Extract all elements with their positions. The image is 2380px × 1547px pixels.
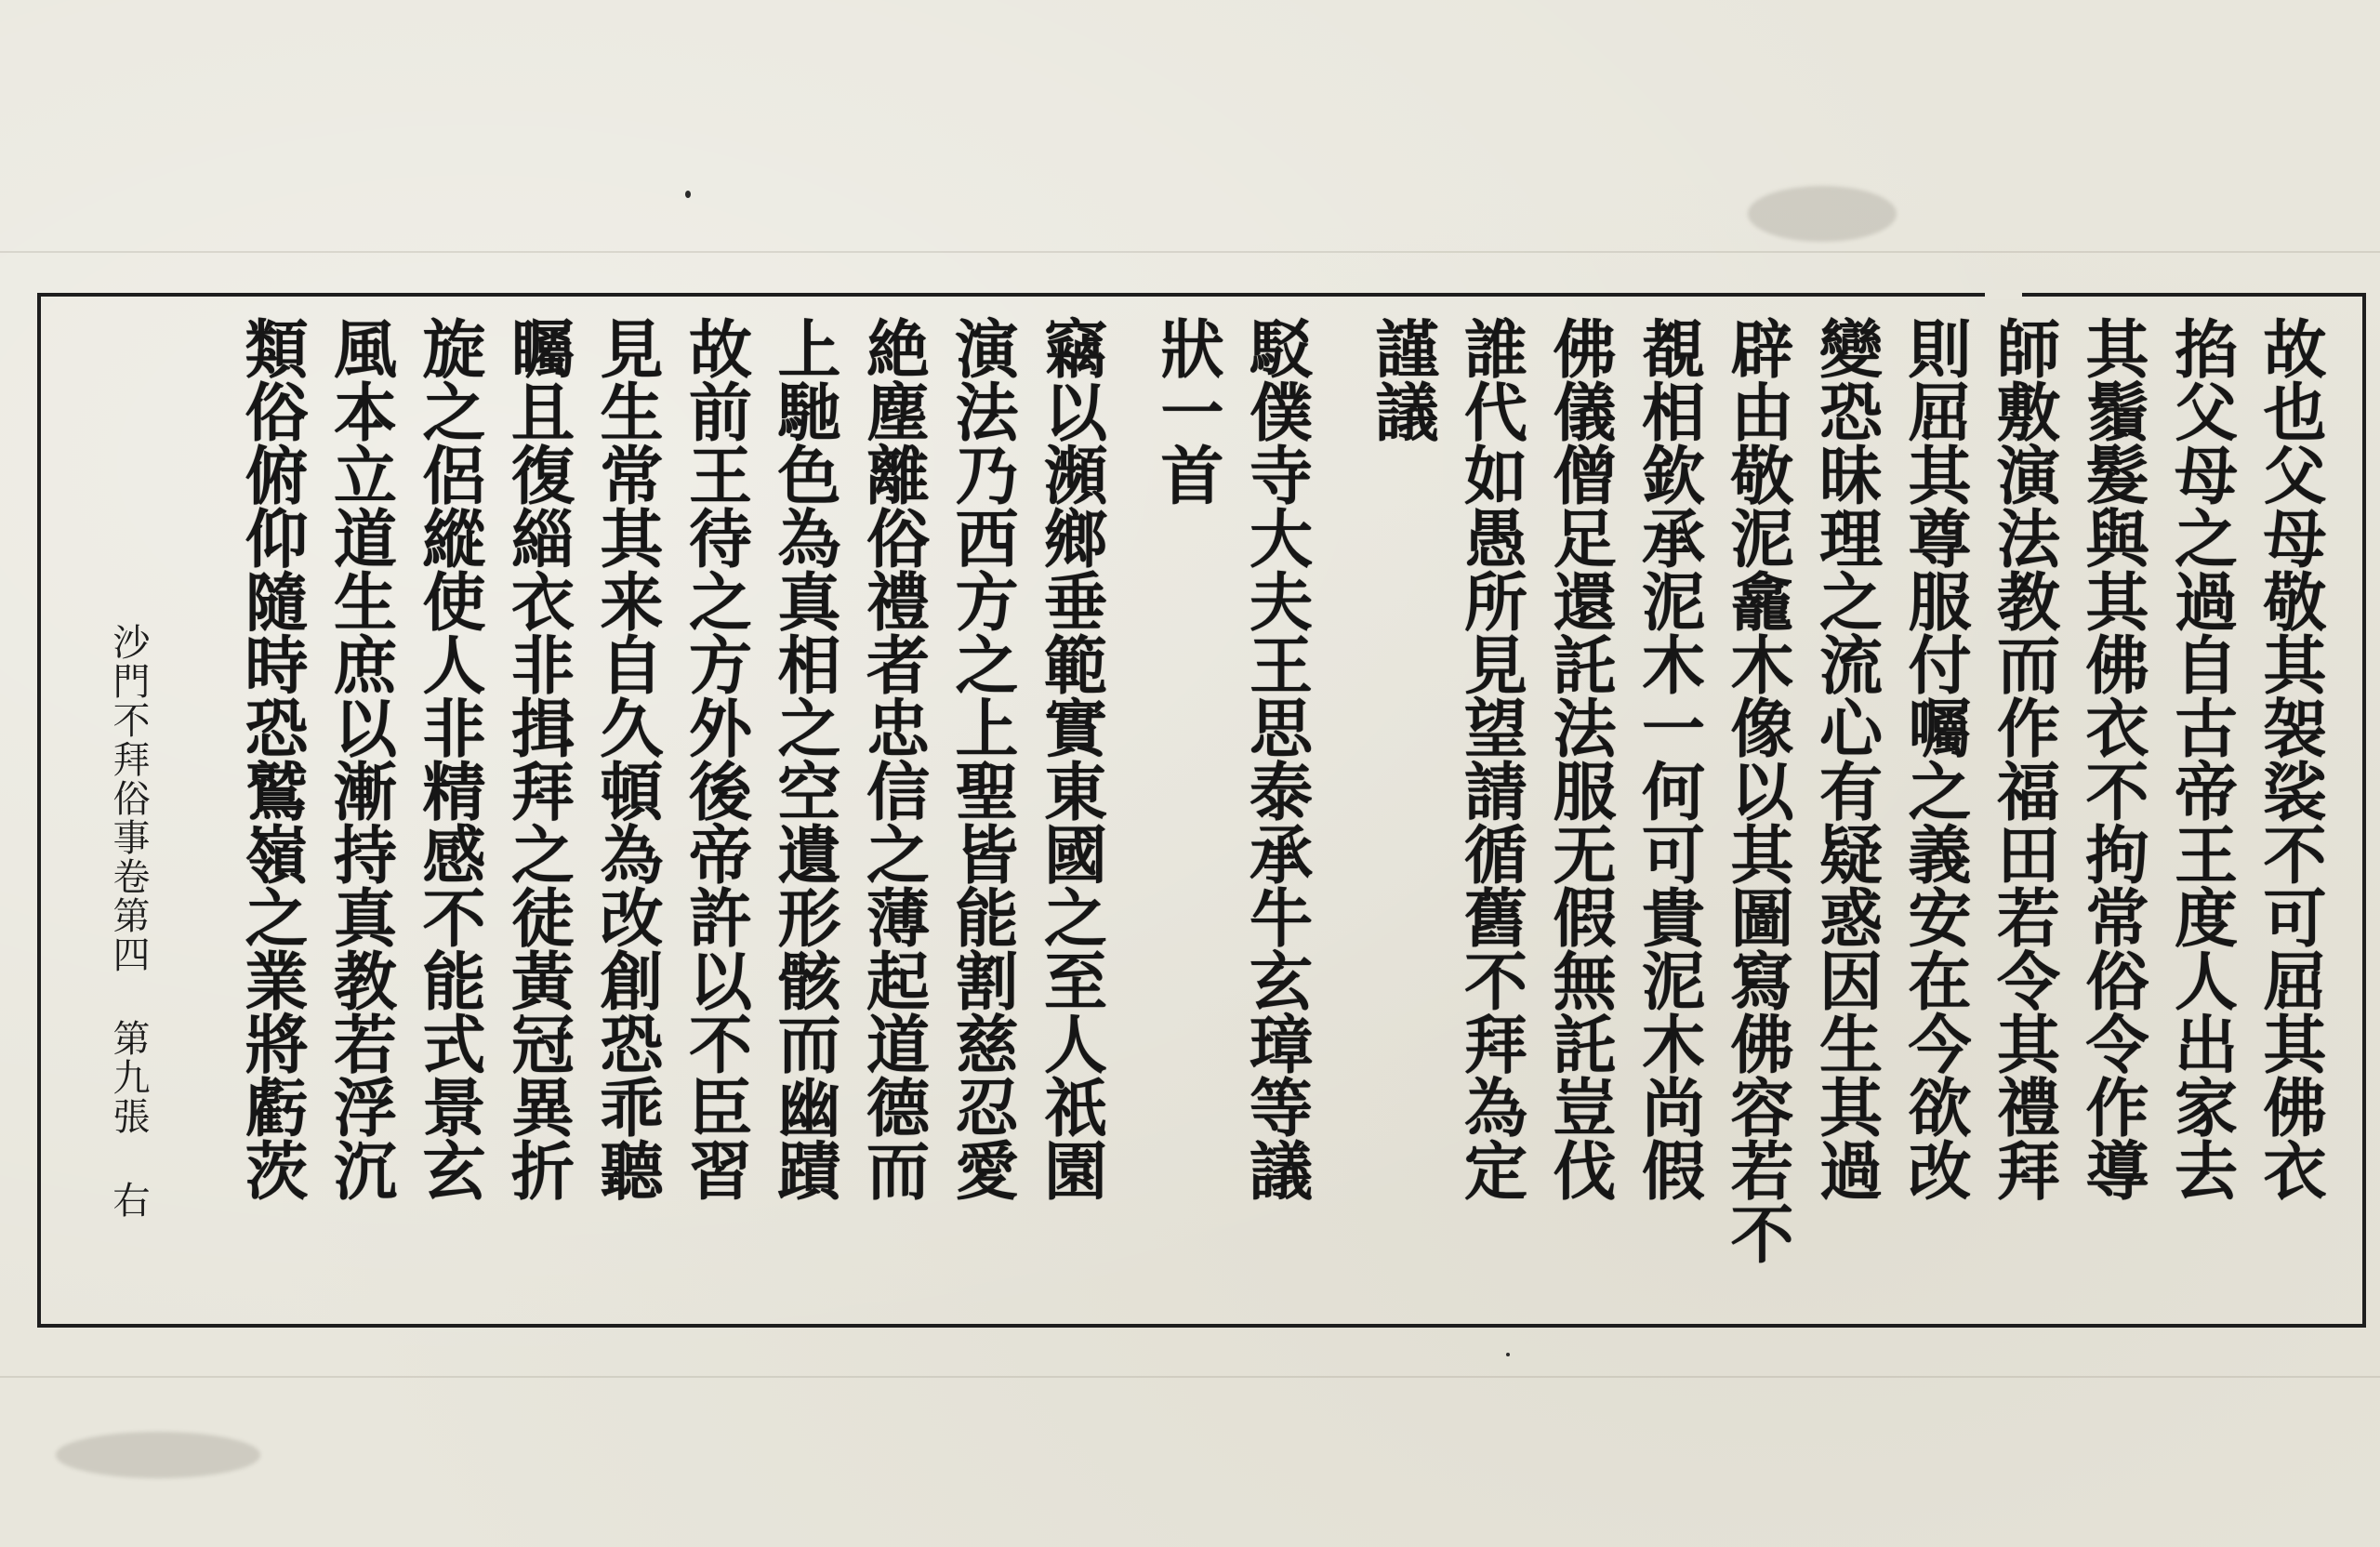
text-column: 故也父母敬其袈裟不可屈其佛衣 [2253,316,2327,1201]
text-column: 變恐昧理之流心有疑惑因生其過 [1808,316,1884,1201]
text-column: 誰代如愚所見望請循舊不拜為定 [1453,316,1528,1201]
text-column: 掐父母之過自古帝王度人出家去 [2163,316,2239,1201]
text-column: 見生常其来自久頓為改創恐乖聽 [589,316,664,1201]
text-column: 矚且復緇衣非揖拜之徒黃冠異折 [500,316,575,1201]
text-column: 覩相欽承泥木一何可貴泥木尚假 [1631,316,1706,1201]
text-column: 佛儀僧足還託法服无假無託豈伐 [1542,316,1617,1201]
blank-column [1320,296,1357,316]
text-column: 其鬚髮與其佛衣不拘常俗令作導 [2075,316,2149,1201]
text-columns [139,296,2334,1318]
text-column: 辟由敬泥龕木像以其圖寫佛容若不 [1720,316,1794,1264]
text-column: 演法乃西方之上聖皆能割慈忍愛 [945,316,1019,1201]
text-column: 則屈其尊服付囑之義安在今欲改 [1897,316,1972,1201]
block-colophon: 沙門不拜俗事卷第四 第九張 右 [107,623,150,1220]
paper-fold-line [0,251,2380,253]
paper-fold-line [0,1376,2380,1378]
text-column: 師敷演法教而作福田若令其禮拜 [1986,316,2061,1201]
memorial-title-column: 狀一首 [1150,316,1224,506]
paper-stain [56,1432,260,1478]
memorial-title-column: 駁僕寺大夫王思泰承牛玄璋等議 [1238,316,1314,1201]
ink-speck [685,191,691,198]
text-column: 謹議 [1365,316,1439,443]
text-column: 類俗俯仰隨時恐鷲嶺之業將虧茨 [234,316,309,1201]
text-column: 絶塵離俗禮者忠信之薄起道德而 [855,316,931,1201]
text-column: 上馳色為真相之空遺形骸而幽蹟 [767,316,841,1201]
paper-stain [1748,186,1897,242]
text-column: 故前王待之方外後帝許以不臣習 [678,316,753,1201]
blank-column [1115,296,1143,316]
text-column: 旋之侶縱使人非精感不能式景玄 [412,316,486,1201]
ink-speck [1506,1353,1510,1356]
text-column: 風本立道生庶以漸持真教若浮沉 [323,316,398,1201]
text-column: 竊以瀕鄉垂範實東國之至人祇園 [1033,316,1108,1201]
